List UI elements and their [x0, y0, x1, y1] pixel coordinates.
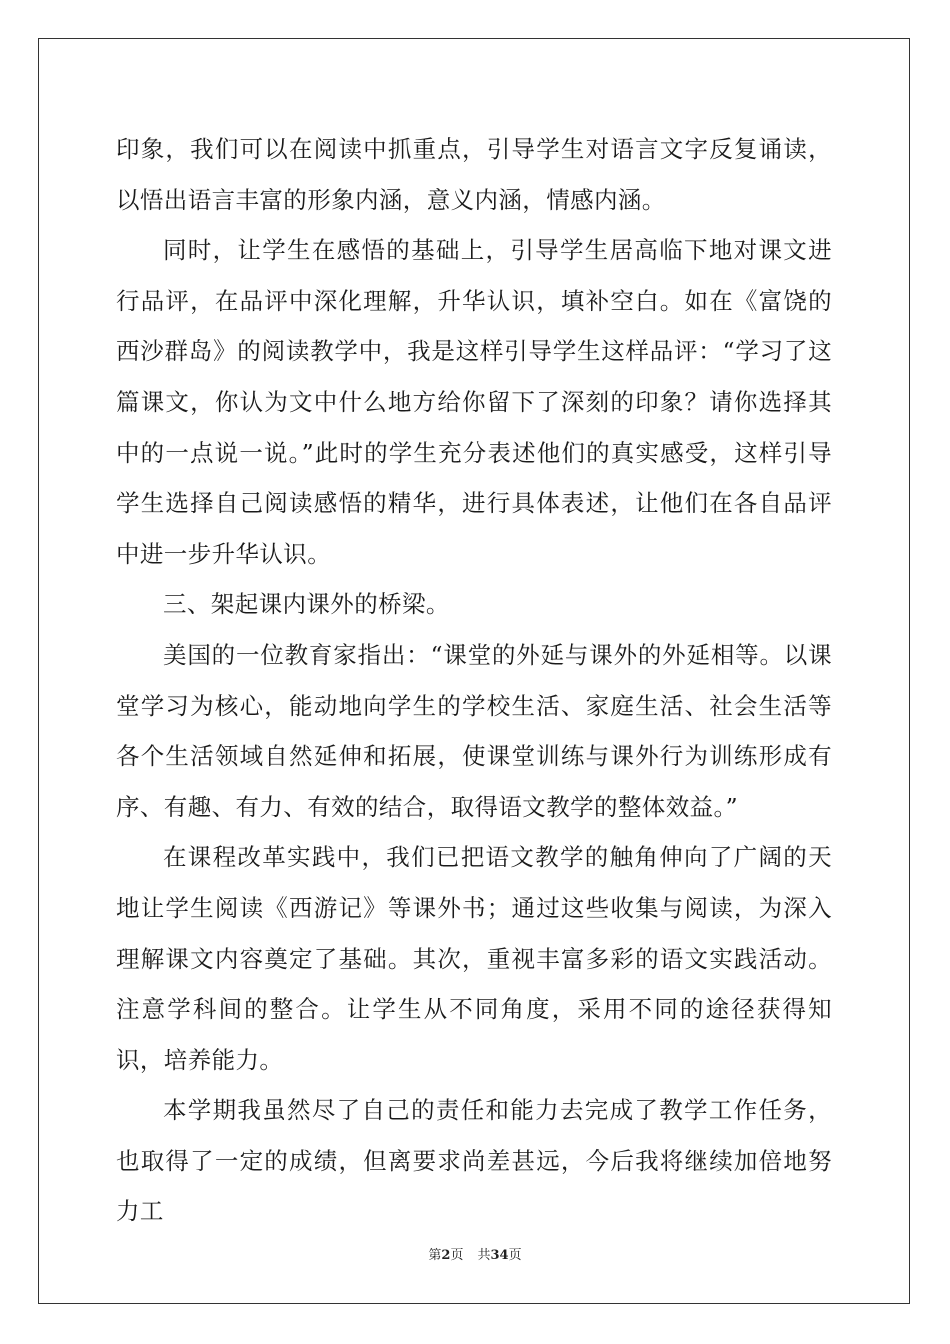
- paragraph-2: 同时，让学生在感悟的基础上，引导学生居高临下地对课文进行品评，在品评中深化理解，升华认识，填补空白。如在《富饶的西沙群岛》的阅读教学中，我是这样引导学生这样品评：“学习了这篇课文，你认为文中什么地方给你留下了深刻的印象？请你选择其中的一点说一说。”此时的学生充分表述他们的真实感受，这样引导学生选择自己阅读感悟的精华，进行具体表述，让他们在各自品评中进一步升华认识。: [116, 236, 832, 568]
- total-suffix: 页: [508, 1248, 522, 1263]
- page-prefix: 第: [428, 1248, 442, 1263]
- total-pages-number: 34: [490, 1248, 509, 1263]
- paragraph-4: 美国的一位教育家指出：“课堂的外延与课外的外延相等。以课堂学习为核心，能动地向学生的学校生活、家庭生活、社会生活等各个生活领域自然延伸和拓展，使课堂训练与课外行为训练形成有序、有趣、有力、有效的结合，取得语文教学的整体效益。”: [116, 640, 832, 821]
- section-heading-3: 三、架起课内课外的桥梁。: [163, 590, 450, 619]
- current-page-number: 2: [441, 1248, 451, 1263]
- document-body: [116, 124, 832, 1237]
- paragraph-5: 在课程改革实践中，我们已把语文教学的触角伸向了广阔的天地让学生阅读《西游记》等课外书；通过这些收集与阅读，为深入理解课文内容奠定了基础。其次，重视丰富多彩的语文实践活动。注意学科间的整合。让学生从不同角度，采用不同的途径获得知识，培养能力。: [116, 843, 832, 1074]
- paragraph-6: 本学期我虽然尽了自己的责任和能力去完成了教学工作任务，也取得了一定的成绩，但离要求尚差甚远，今后我将继续加倍地努力工: [116, 1096, 832, 1226]
- page-suffix: 页: [450, 1248, 464, 1263]
- paragraph-1: 印象，我们可以在阅读中抓重点，引导学生对语言文字反复诵读，以悟出语言丰富的形象内涵，意义内涵，情感内涵。: [116, 135, 832, 214]
- page-footer: [0, 1247, 950, 1265]
- total-prefix: 共: [477, 1248, 491, 1263]
